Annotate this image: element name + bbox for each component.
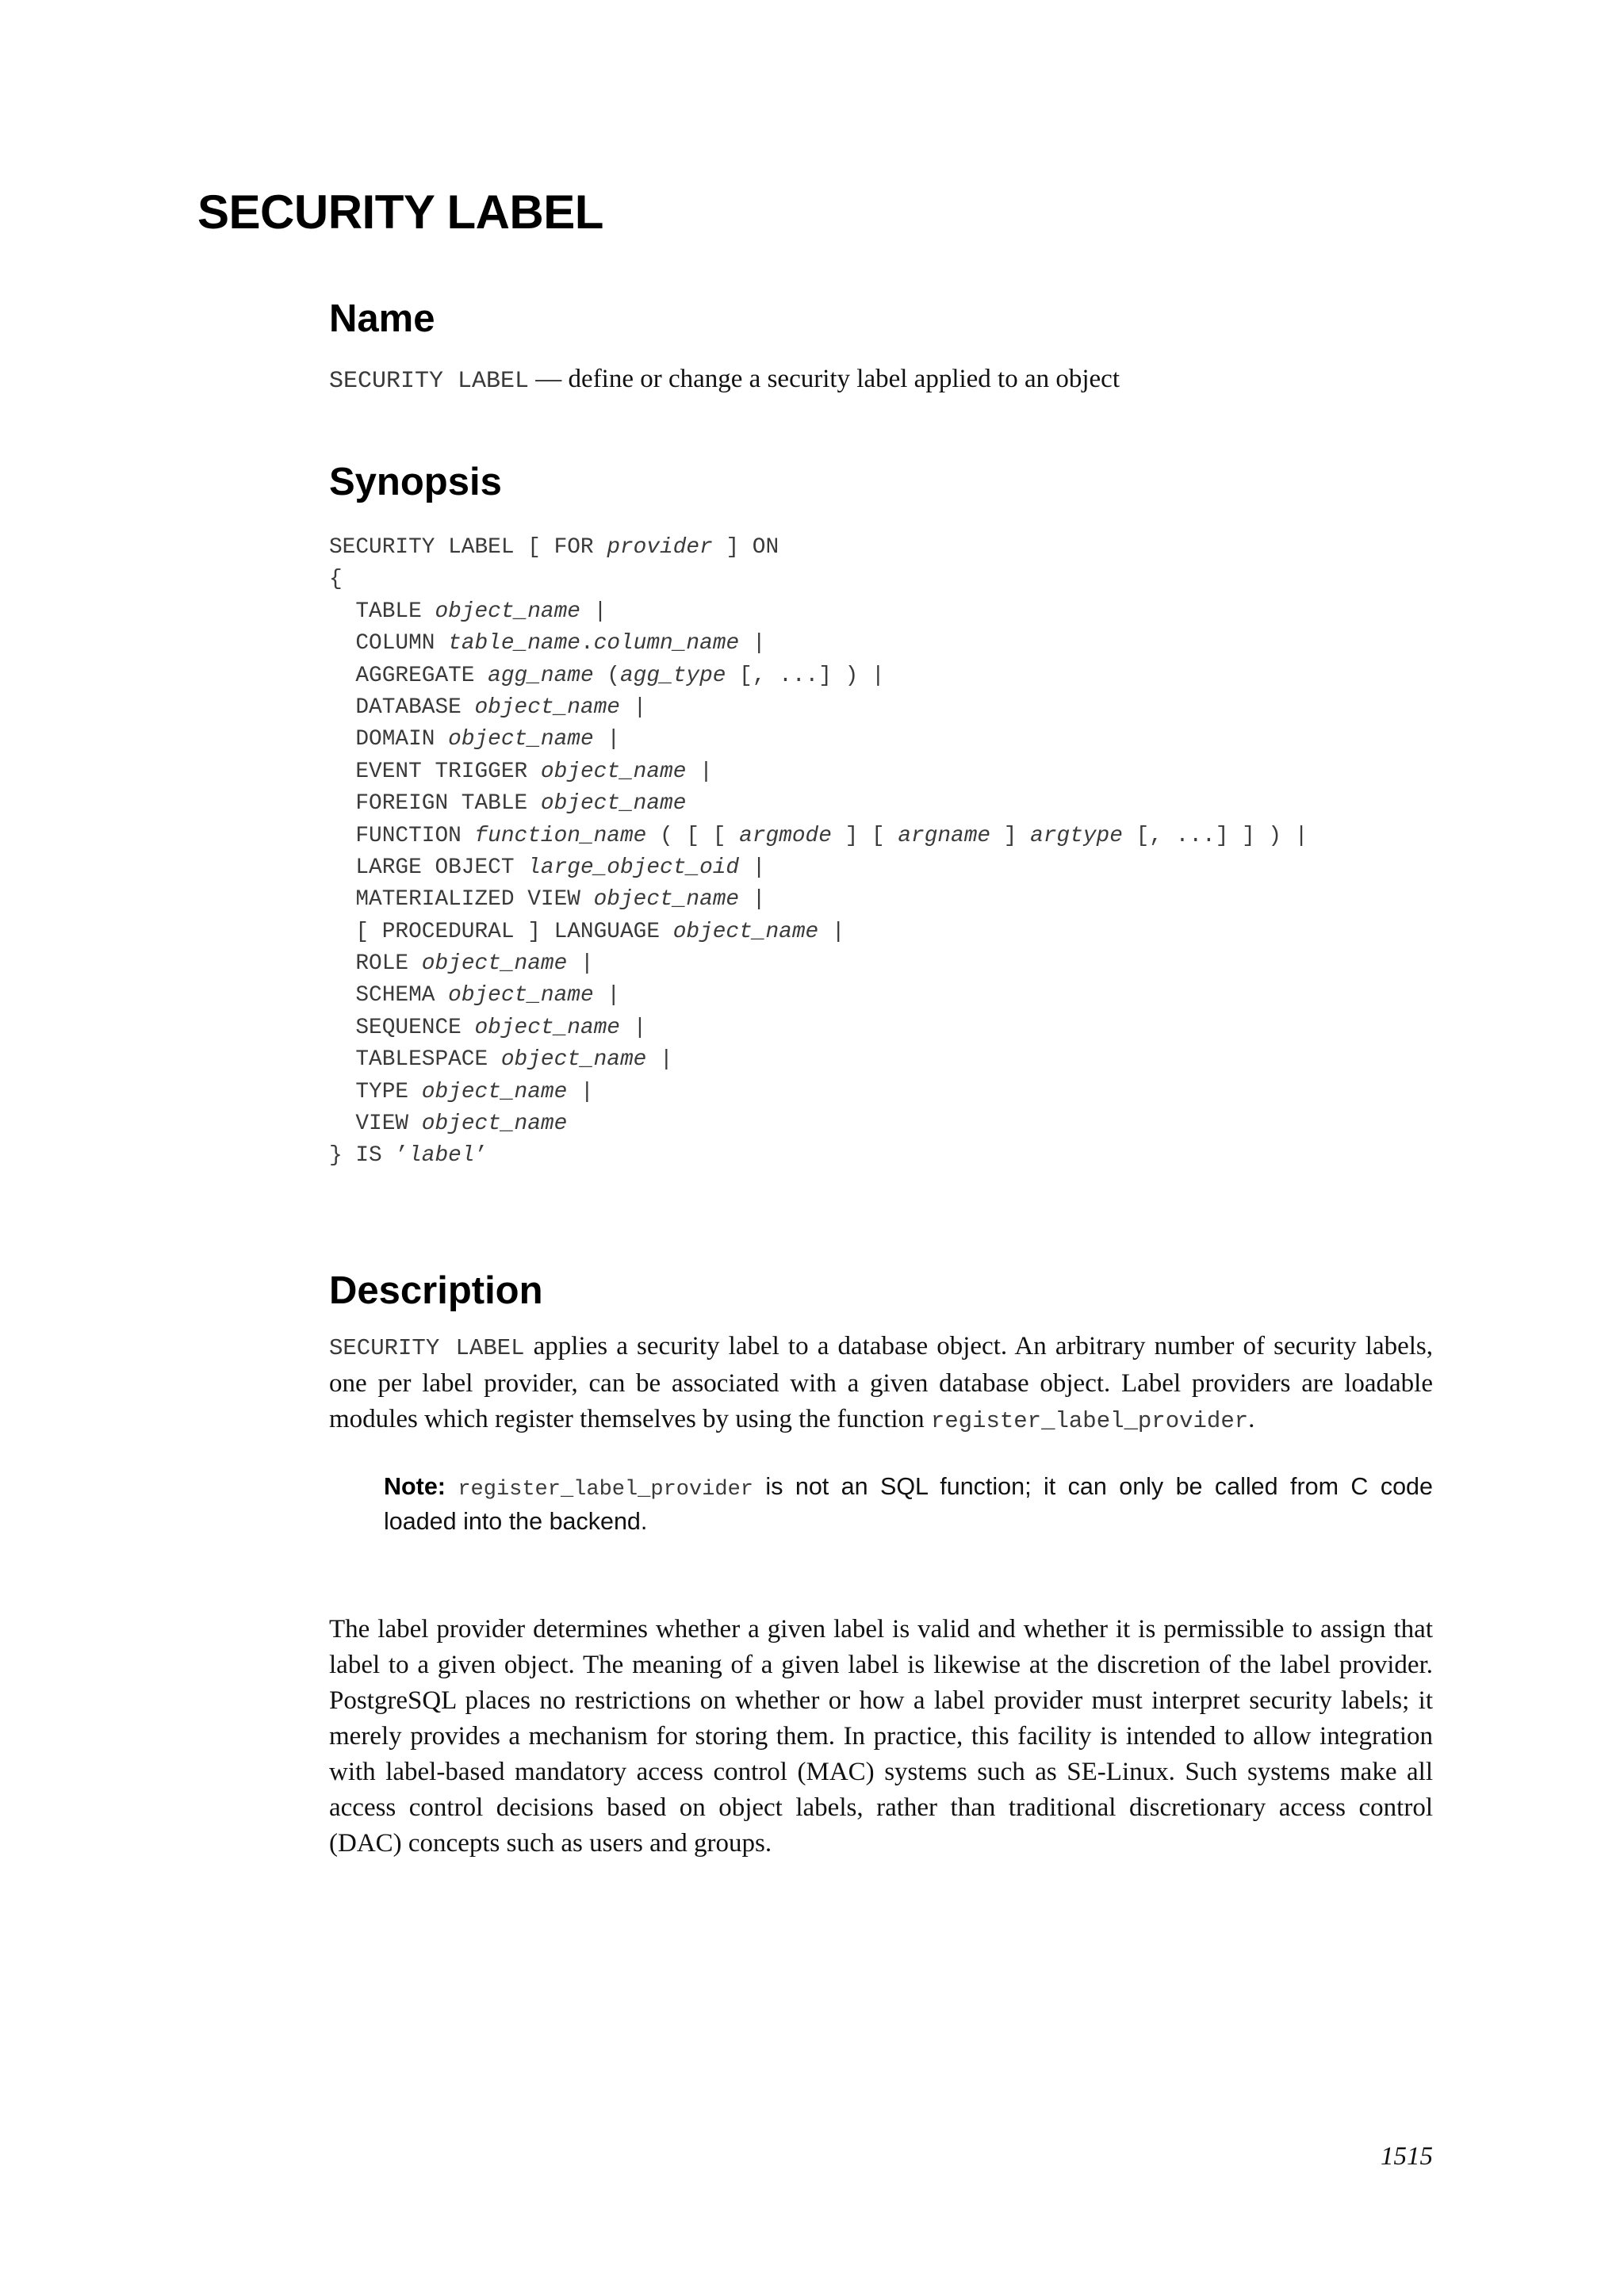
synopsis-placeholder: function_name — [474, 823, 647, 848]
synopsis-keyword: [, ...] ) | — [726, 663, 885, 688]
synopsis-heading: Synopsis — [329, 461, 502, 503]
synopsis-line — [329, 532, 1308, 564]
synopsis-line — [329, 788, 1308, 820]
description-text-1-end: . — [1248, 1405, 1255, 1433]
synopsis-placeholder: object_name — [500, 1047, 647, 1073]
synopsis-placeholder: column_name — [593, 631, 740, 656]
synopsis-placeholder: object_name — [421, 951, 568, 977]
name-summary: — define or change a security label applied to an object — [529, 365, 1120, 393]
synopsis-keyword: MATERIALIZED VIEW — [329, 887, 594, 913]
synopsis-keyword: } IS ’ — [329, 1143, 409, 1169]
synopsis-keyword: FUNCTION — [329, 823, 475, 848]
synopsis-keyword: | — [739, 631, 766, 656]
synopsis-line — [329, 1077, 1308, 1108]
synopsis-placeholder: agg_type — [620, 663, 726, 688]
synopsis-keyword: | — [686, 759, 713, 784]
synopsis-keyword: SCHEMA — [329, 983, 449, 1008]
description-text-1: applies a security label to a database object. An arbitrary number of security labels, one per label provider, can be associated with a given database object. Label providers are loadable modules which register themselves by using the function — [329, 1332, 1433, 1433]
synopsis-keyword: { — [329, 567, 343, 592]
synopsis-line — [329, 1012, 1308, 1044]
synopsis-code-block — [329, 532, 1308, 1173]
synopsis-keyword: . — [580, 631, 594, 656]
description-heading: Description — [329, 1269, 543, 1312]
synopsis-line — [329, 724, 1308, 756]
synopsis-placeholder: agg_name — [488, 663, 594, 688]
synopsis-line — [329, 821, 1308, 852]
synopsis-keyword: FOREIGN TABLE — [329, 791, 541, 817]
synopsis-line — [329, 916, 1308, 948]
name-heading: Name — [329, 297, 435, 340]
synopsis-line — [329, 884, 1308, 916]
synopsis-keyword: ( — [593, 663, 620, 688]
synopsis-keyword: | — [646, 1047, 673, 1073]
page-title: SECURITY LABEL — [197, 186, 603, 239]
synopsis-keyword: TABLESPACE — [329, 1047, 501, 1073]
synopsis-placeholder: provider — [607, 535, 713, 560]
synopsis-placeholder: label — [408, 1143, 475, 1169]
synopsis-keyword: | — [567, 951, 594, 977]
synopsis-line — [329, 596, 1308, 628]
synopsis-keyword: LARGE OBJECT — [329, 855, 528, 880]
synopsis-line — [329, 948, 1308, 980]
page-number: 1515 — [1381, 2142, 1433, 2171]
synopsis-keyword: ] [ — [831, 823, 898, 848]
synopsis-keyword: | — [739, 887, 766, 913]
synopsis-keyword: | — [739, 855, 766, 880]
name-command: SECURITY LABEL — [329, 368, 530, 395]
synopsis-placeholder: argtype — [1030, 823, 1123, 848]
synopsis-keyword: ’ — [474, 1143, 488, 1169]
synopsis-placeholder: argname — [898, 823, 991, 848]
note-text: is not an SQL function; it can only be called from C code loaded into the backend. — [384, 1473, 1433, 1535]
synopsis-placeholder: large_object_oid — [527, 855, 740, 880]
synopsis-line — [329, 756, 1308, 788]
synopsis-line — [329, 1140, 1308, 1172]
synopsis-keyword: COLUMN — [329, 631, 449, 656]
synopsis-line — [329, 692, 1308, 724]
description-command: SECURITY LABEL — [329, 1335, 525, 1361]
synopsis-keyword: VIEW — [329, 1112, 422, 1137]
synopsis-placeholder: table_name — [448, 631, 580, 656]
synopsis-placeholder: object_name — [474, 695, 620, 720]
synopsis-keyword: | — [580, 599, 607, 624]
synopsis-line — [329, 628, 1308, 660]
synopsis-line — [329, 852, 1308, 884]
synopsis-keyword: [, ...] ] ) | — [1122, 823, 1308, 848]
name-summary-line — [329, 362, 1120, 399]
synopsis-line — [329, 980, 1308, 1012]
description-paragraph-1 — [329, 1329, 1433, 1439]
synopsis-placeholder: object_name — [448, 727, 594, 752]
synopsis-keyword: | — [620, 1015, 647, 1040]
synopsis-placeholder: object_name — [593, 887, 740, 913]
synopsis-placeholder: object_name — [672, 919, 819, 944]
synopsis-placeholder: object_name — [540, 759, 687, 784]
synopsis-line — [329, 1044, 1308, 1076]
synopsis-keyword: DATABASE — [329, 695, 475, 720]
synopsis-placeholder: object_name — [421, 1079, 568, 1104]
synopsis-keyword: | — [620, 695, 647, 720]
synopsis-keyword: DOMAIN — [329, 727, 449, 752]
synopsis-keyword: | — [593, 983, 621, 1008]
synopsis-keyword: AGGREGATE — [329, 663, 488, 688]
synopsis-placeholder: object_name — [435, 599, 580, 624]
synopsis-keyword: [ PROCEDURAL ] LANGUAGE — [329, 919, 673, 944]
synopsis-keyword: ROLE — [329, 951, 422, 977]
description-paragraph-2: The label provider determines whether a given label is valid and whether it is permissible to assign that label to a given object. The meaning of a given label is likewise at the discretion of the label provider. PostgreSQL places no restrictions on whether or how a label provider must interpret security labels; it merely provides a mechanism for storing them. In practice, this facility is intended to allow integration with label-based mandatory access control (MAC) systems such as SE-Linux. Such systems make all access control decisions based on object labels, rather than traditional discretionary access control (DAC) concepts such as users and groups. — [329, 1615, 1433, 1858]
synopsis-placeholder: object_name — [448, 983, 594, 1008]
synopsis-keyword: | — [593, 727, 621, 752]
synopsis-line — [329, 660, 1308, 692]
synopsis-placeholder: object_name — [421, 1112, 568, 1137]
synopsis-keyword: EVENT TRIGGER — [329, 759, 541, 784]
synopsis-placeholder: object_name — [474, 1015, 620, 1040]
note-function: register_label_provider — [458, 1478, 754, 1502]
synopsis-line — [329, 564, 1308, 595]
note-label: Note: — [384, 1473, 446, 1500]
synopsis-keyword: ( [ [ — [646, 823, 740, 848]
synopsis-keyword: SEQUENCE — [329, 1015, 475, 1040]
synopsis-keyword: ] ON — [712, 535, 779, 560]
synopsis-keyword: | — [818, 919, 845, 944]
note-block — [384, 1471, 1433, 1537]
synopsis-keyword: | — [567, 1079, 594, 1104]
synopsis-placeholder: object_name — [540, 791, 687, 817]
synopsis-keyword: ] — [990, 823, 1031, 848]
synopsis-keyword: TABLE — [329, 599, 435, 624]
synopsis-line — [329, 1108, 1308, 1140]
description-function: register_label_provider — [930, 1408, 1249, 1434]
synopsis-placeholder: argmode — [739, 823, 832, 848]
synopsis-keyword: TYPE — [329, 1079, 422, 1104]
synopsis-keyword: SECURITY LABEL [ FOR — [329, 535, 607, 560]
